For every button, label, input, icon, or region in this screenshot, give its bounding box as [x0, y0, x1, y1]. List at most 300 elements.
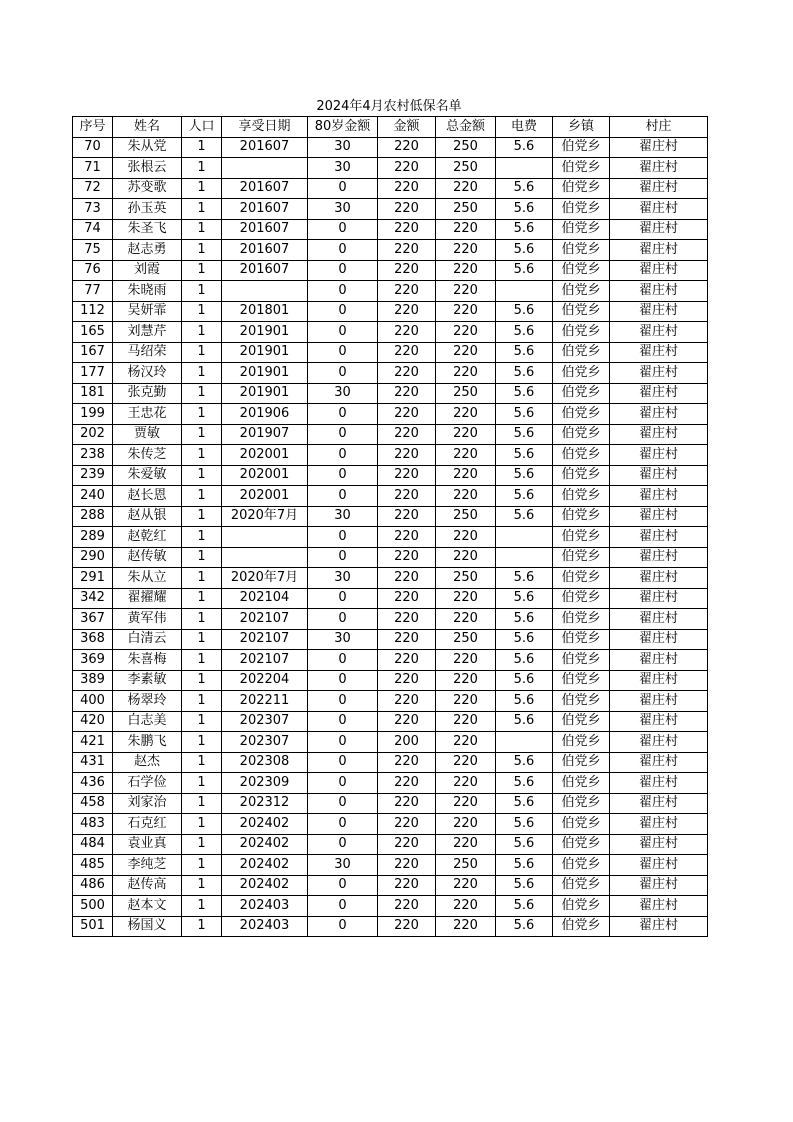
- cell-seq-number: 342: [73, 588, 113, 609]
- cell-population: 1: [182, 814, 222, 835]
- table-row: [73, 732, 708, 753]
- cell-total-amount: 220: [436, 609, 496, 630]
- cell-seq-number: 76: [73, 260, 113, 281]
- cell-population: 1: [182, 527, 222, 548]
- cell-electricity-fee: 5.6: [496, 342, 553, 363]
- cell-population: 1: [182, 691, 222, 712]
- cell-start-date: 202402: [222, 855, 308, 876]
- cell-total-amount: 220: [436, 773, 496, 794]
- cell-electricity-fee: 5.6: [496, 404, 553, 425]
- cell-village: 翟庄村: [610, 568, 708, 589]
- cell-age80-amount: 0: [308, 527, 378, 548]
- cell-electricity-fee: 5.6: [496, 178, 553, 199]
- cell-electricity-fee: 5.6: [496, 875, 553, 896]
- cell-village: 翟庄村: [610, 219, 708, 240]
- cell-name: 李纯芝: [113, 855, 182, 876]
- cell-township: 伯党乡: [553, 199, 610, 220]
- cell-total-amount: 220: [436, 691, 496, 712]
- table-row: [73, 322, 708, 343]
- cell-name: 石学俭: [113, 773, 182, 794]
- cell-population: 1: [182, 281, 222, 302]
- cell-population: 1: [182, 670, 222, 691]
- cell-start-date: 201607: [222, 178, 308, 199]
- cell-village: 翟庄村: [610, 916, 708, 937]
- table-row: [73, 691, 708, 712]
- cell-electricity-fee: 5.6: [496, 199, 553, 220]
- cell-start-date: 202001: [222, 486, 308, 507]
- cell-township: 伯党乡: [553, 322, 610, 343]
- cell-amount: 220: [378, 445, 436, 466]
- table-row: [73, 670, 708, 691]
- cell-total-amount: 220: [436, 793, 496, 814]
- cell-age80-amount: 0: [308, 609, 378, 630]
- cell-township: 伯党乡: [553, 793, 610, 814]
- cell-age80-amount: 30: [308, 383, 378, 404]
- table-row: [73, 916, 708, 937]
- cell-age80-amount: 30: [308, 137, 378, 158]
- header-start-date: 享受日期: [222, 117, 308, 138]
- cell-amount: 220: [378, 260, 436, 281]
- cell-start-date: 202309: [222, 773, 308, 794]
- cell-electricity-fee: 5.6: [496, 383, 553, 404]
- document-title: 2024年4月农村低保名单: [316, 99, 462, 114]
- cell-village: 翟庄村: [610, 629, 708, 650]
- cell-population: 1: [182, 383, 222, 404]
- cell-population: 1: [182, 424, 222, 445]
- header-row: [73, 117, 708, 138]
- cell-electricity-fee: 5.6: [496, 855, 553, 876]
- cell-total-amount: 220: [436, 424, 496, 445]
- cell-population: 1: [182, 793, 222, 814]
- cell-township: 伯党乡: [553, 342, 610, 363]
- cell-seq-number: 177: [73, 363, 113, 384]
- cell-age80-amount: 0: [308, 834, 378, 855]
- cell-age80-amount: 30: [308, 199, 378, 220]
- cell-population: 1: [182, 445, 222, 466]
- table-row: [73, 137, 708, 158]
- cell-township: 伯党乡: [553, 219, 610, 240]
- cell-seq-number: 421: [73, 732, 113, 753]
- cell-population: 1: [182, 896, 222, 917]
- cell-electricity-fee: 5.6: [496, 814, 553, 835]
- cell-township: 伯党乡: [553, 363, 610, 384]
- cell-name: 赵传高: [113, 875, 182, 896]
- cell-amount: 220: [378, 629, 436, 650]
- cell-population: 1: [182, 547, 222, 568]
- cell-age80-amount: 0: [308, 711, 378, 732]
- cell-amount: 220: [378, 916, 436, 937]
- table-row: [73, 445, 708, 466]
- table-row: [73, 363, 708, 384]
- cell-total-amount: 250: [436, 568, 496, 589]
- cell-total-amount: 220: [436, 588, 496, 609]
- cell-total-amount: 220: [436, 814, 496, 835]
- cell-age80-amount: 30: [308, 158, 378, 179]
- cell-amount: 220: [378, 486, 436, 507]
- cell-amount: 220: [378, 588, 436, 609]
- cell-township: 伯党乡: [553, 650, 610, 671]
- cell-amount: 200: [378, 732, 436, 753]
- cell-population: 1: [182, 322, 222, 343]
- cell-population: 1: [182, 609, 222, 630]
- cell-electricity-fee: 5.6: [496, 424, 553, 445]
- cell-seq-number: 501: [73, 916, 113, 937]
- cell-name: 张克勤: [113, 383, 182, 404]
- table-row: [73, 650, 708, 671]
- cell-amount: 220: [378, 793, 436, 814]
- cell-village: 翟庄村: [610, 465, 708, 486]
- cell-village: 翟庄村: [610, 383, 708, 404]
- cell-electricity-fee: 5.6: [496, 588, 553, 609]
- cell-total-amount: 250: [436, 383, 496, 404]
- cell-electricity-fee: 5.6: [496, 629, 553, 650]
- cell-start-date: 202107: [222, 609, 308, 630]
- cell-village: 翟庄村: [610, 506, 708, 527]
- cell-township: 伯党乡: [553, 137, 610, 158]
- cell-amount: 220: [378, 609, 436, 630]
- cell-total-amount: 220: [436, 322, 496, 343]
- cell-amount: 220: [378, 158, 436, 179]
- cell-name: 赵从银: [113, 506, 182, 527]
- cell-electricity-fee: 5.6: [496, 752, 553, 773]
- cell-township: 伯党乡: [553, 711, 610, 732]
- table-row: [73, 424, 708, 445]
- table-row: [73, 158, 708, 179]
- cell-total-amount: 220: [436, 219, 496, 240]
- cell-start-date: 202403: [222, 916, 308, 937]
- cell-total-amount: 220: [436, 281, 496, 302]
- cell-electricity-fee: [496, 281, 553, 302]
- cell-total-amount: 220: [436, 260, 496, 281]
- cell-name: 朱传芝: [113, 445, 182, 466]
- cell-seq-number: 240: [73, 486, 113, 507]
- cell-amount: 220: [378, 219, 436, 240]
- cell-township: 伯党乡: [553, 527, 610, 548]
- cell-population: 1: [182, 178, 222, 199]
- cell-amount: 220: [378, 178, 436, 199]
- cell-seq-number: 389: [73, 670, 113, 691]
- cell-seq-number: 75: [73, 240, 113, 261]
- cell-township: 伯党乡: [553, 404, 610, 425]
- cell-electricity-fee: 5.6: [496, 137, 553, 158]
- table-row: [73, 547, 708, 568]
- cell-township: 伯党乡: [553, 568, 610, 589]
- cell-village: 翟庄村: [610, 527, 708, 548]
- cell-electricity-fee: 5.6: [496, 711, 553, 732]
- cell-population: 1: [182, 465, 222, 486]
- cell-seq-number: 367: [73, 609, 113, 630]
- cell-total-amount: 220: [436, 342, 496, 363]
- cell-start-date: 202001: [222, 465, 308, 486]
- cell-age80-amount: 0: [308, 445, 378, 466]
- cell-village: 翟庄村: [610, 486, 708, 507]
- cell-total-amount: 220: [436, 301, 496, 322]
- cell-name: 马绍荣: [113, 342, 182, 363]
- cell-start-date: 2020年7月: [222, 568, 308, 589]
- table-row: [73, 465, 708, 486]
- cell-township: 伯党乡: [553, 486, 610, 507]
- cell-seq-number: 70: [73, 137, 113, 158]
- table-row: [73, 178, 708, 199]
- cell-township: 伯党乡: [553, 896, 610, 917]
- cell-township: 伯党乡: [553, 732, 610, 753]
- cell-start-date: 202211: [222, 691, 308, 712]
- cell-age80-amount: 0: [308, 670, 378, 691]
- table-row: [73, 199, 708, 220]
- cell-amount: 220: [378, 342, 436, 363]
- cell-village: 翟庄村: [610, 260, 708, 281]
- table-row: [73, 773, 708, 794]
- cell-seq-number: 500: [73, 896, 113, 917]
- cell-seq-number: 484: [73, 834, 113, 855]
- cell-electricity-fee: 5.6: [496, 260, 553, 281]
- cell-village: 翟庄村: [610, 342, 708, 363]
- cell-village: 翟庄村: [610, 301, 708, 322]
- header-total-amount: 总金额: [436, 117, 496, 138]
- cell-electricity-fee: [496, 732, 553, 753]
- cell-name: 赵志勇: [113, 240, 182, 261]
- table-row: [73, 486, 708, 507]
- cell-township: 伯党乡: [553, 609, 610, 630]
- cell-start-date: 202104: [222, 588, 308, 609]
- cell-village: 翟庄村: [610, 240, 708, 261]
- cell-electricity-fee: [496, 547, 553, 568]
- cell-village: 翟庄村: [610, 650, 708, 671]
- cell-seq-number: 458: [73, 793, 113, 814]
- cell-seq-number: 369: [73, 650, 113, 671]
- cell-age80-amount: 0: [308, 691, 378, 712]
- table-row: [73, 404, 708, 425]
- cell-township: 伯党乡: [553, 588, 610, 609]
- cell-township: 伯党乡: [553, 301, 610, 322]
- cell-seq-number: 431: [73, 752, 113, 773]
- table-row: [73, 588, 708, 609]
- cell-age80-amount: 0: [308, 260, 378, 281]
- cell-village: 翟庄村: [610, 363, 708, 384]
- cell-start-date: 202001: [222, 445, 308, 466]
- cell-village: 翟庄村: [610, 814, 708, 835]
- cell-population: 1: [182, 199, 222, 220]
- cell-age80-amount: 0: [308, 240, 378, 261]
- cell-total-amount: 220: [436, 834, 496, 855]
- cell-electricity-fee: 5.6: [496, 609, 553, 630]
- cell-total-amount: 220: [436, 363, 496, 384]
- table-row: [73, 219, 708, 240]
- cell-amount: 220: [378, 281, 436, 302]
- cell-electricity-fee: 5.6: [496, 834, 553, 855]
- cell-township: 伯党乡: [553, 814, 610, 835]
- table-row: [73, 506, 708, 527]
- header-amount: 金额: [378, 117, 436, 138]
- table-row: [73, 834, 708, 855]
- cell-total-amount: 220: [436, 465, 496, 486]
- cell-township: 伯党乡: [553, 178, 610, 199]
- cell-population: 1: [182, 711, 222, 732]
- cell-name: 石克红: [113, 814, 182, 835]
- cell-age80-amount: 30: [308, 855, 378, 876]
- cell-start-date: 2020年7月: [222, 506, 308, 527]
- cell-age80-amount: 30: [308, 568, 378, 589]
- cell-start-date: [222, 158, 308, 179]
- cell-name: 朱从立: [113, 568, 182, 589]
- cell-total-amount: 250: [436, 506, 496, 527]
- cell-seq-number: 420: [73, 711, 113, 732]
- cell-amount: 220: [378, 855, 436, 876]
- cell-township: 伯党乡: [553, 670, 610, 691]
- cell-township: 伯党乡: [553, 752, 610, 773]
- cell-amount: 220: [378, 137, 436, 158]
- cell-amount: 220: [378, 834, 436, 855]
- cell-village: 翟庄村: [610, 834, 708, 855]
- cell-electricity-fee: 5.6: [496, 916, 553, 937]
- cell-village: 翟庄村: [610, 752, 708, 773]
- cell-age80-amount: 0: [308, 588, 378, 609]
- cell-total-amount: 220: [436, 752, 496, 773]
- cell-amount: 220: [378, 752, 436, 773]
- cell-seq-number: 77: [73, 281, 113, 302]
- cell-amount: 220: [378, 465, 436, 486]
- cell-electricity-fee: 5.6: [496, 219, 553, 240]
- table-row: [73, 260, 708, 281]
- cell-seq-number: 368: [73, 629, 113, 650]
- cell-age80-amount: 0: [308, 178, 378, 199]
- cell-village: 翟庄村: [610, 158, 708, 179]
- cell-township: 伯党乡: [553, 506, 610, 527]
- table-row: [73, 793, 708, 814]
- cell-village: 翟庄村: [610, 322, 708, 343]
- cell-total-amount: 220: [436, 732, 496, 753]
- cell-start-date: 201907: [222, 424, 308, 445]
- cell-name: 白志美: [113, 711, 182, 732]
- cell-name: 李素敏: [113, 670, 182, 691]
- cell-start-date: 201906: [222, 404, 308, 425]
- cell-seq-number: 485: [73, 855, 113, 876]
- cell-total-amount: 250: [436, 629, 496, 650]
- table-row: [73, 342, 708, 363]
- cell-age80-amount: 0: [308, 404, 378, 425]
- table-row: [73, 383, 708, 404]
- cell-township: 伯党乡: [553, 158, 610, 179]
- cell-seq-number: 436: [73, 773, 113, 794]
- cell-amount: 220: [378, 363, 436, 384]
- cell-seq-number: 74: [73, 219, 113, 240]
- cell-population: 1: [182, 773, 222, 794]
- cell-name: 赵长恩: [113, 486, 182, 507]
- cell-electricity-fee: 5.6: [496, 322, 553, 343]
- cell-name: 翟擢耀: [113, 588, 182, 609]
- cell-age80-amount: 0: [308, 281, 378, 302]
- cell-seq-number: 202: [73, 424, 113, 445]
- cell-seq-number: 112: [73, 301, 113, 322]
- table-row: [73, 240, 708, 261]
- cell-seq-number: 400: [73, 691, 113, 712]
- cell-village: 翟庄村: [610, 875, 708, 896]
- header-name: 姓名: [113, 117, 182, 138]
- cell-name: 朱晓雨: [113, 281, 182, 302]
- cell-start-date: 201607: [222, 137, 308, 158]
- cell-age80-amount: 0: [308, 752, 378, 773]
- cell-start-date: 202312: [222, 793, 308, 814]
- header-township: 乡镇: [553, 117, 610, 138]
- cell-population: 1: [182, 219, 222, 240]
- table-row: [73, 875, 708, 896]
- cell-township: 伯党乡: [553, 445, 610, 466]
- cell-name: 苏变歌: [113, 178, 182, 199]
- cell-amount: 220: [378, 199, 436, 220]
- header-electricity-fee: 电费: [496, 117, 553, 138]
- cell-age80-amount: 0: [308, 424, 378, 445]
- cell-start-date: 202107: [222, 650, 308, 671]
- cell-amount: 220: [378, 814, 436, 835]
- cell-electricity-fee: 5.6: [496, 363, 553, 384]
- cell-amount: 220: [378, 301, 436, 322]
- cell-village: 翟庄村: [610, 896, 708, 917]
- cell-amount: 220: [378, 711, 436, 732]
- table-row: [73, 896, 708, 917]
- cell-seq-number: 290: [73, 547, 113, 568]
- cell-start-date: 202307: [222, 711, 308, 732]
- cell-seq-number: 73: [73, 199, 113, 220]
- cell-village: 翟庄村: [610, 137, 708, 158]
- cell-total-amount: 220: [436, 240, 496, 261]
- cell-total-amount: 220: [436, 711, 496, 732]
- cell-start-date: 201801: [222, 301, 308, 322]
- cell-electricity-fee: 5.6: [496, 568, 553, 589]
- cell-village: 翟庄村: [610, 547, 708, 568]
- cell-age80-amount: 0: [308, 486, 378, 507]
- cell-total-amount: 250: [436, 855, 496, 876]
- cell-village: 翟庄村: [610, 281, 708, 302]
- cell-seq-number: 72: [73, 178, 113, 199]
- cell-seq-number: 167: [73, 342, 113, 363]
- cell-population: 1: [182, 240, 222, 261]
- cell-electricity-fee: 5.6: [496, 691, 553, 712]
- cell-total-amount: 220: [436, 916, 496, 937]
- header-village: 村庄: [610, 117, 708, 138]
- cell-start-date: 201901: [222, 342, 308, 363]
- cell-township: 伯党乡: [553, 465, 610, 486]
- cell-start-date: 202107: [222, 629, 308, 650]
- cell-village: 翟庄村: [610, 773, 708, 794]
- cell-start-date: 201607: [222, 260, 308, 281]
- cell-name: 白清云: [113, 629, 182, 650]
- cell-total-amount: 220: [436, 404, 496, 425]
- table-row: [73, 814, 708, 835]
- header-population: 人口: [182, 117, 222, 138]
- header-age80-amount: 80岁金额: [308, 117, 378, 138]
- cell-seq-number: 289: [73, 527, 113, 548]
- cell-name: 朱鹏飞: [113, 732, 182, 753]
- cell-electricity-fee: 5.6: [496, 445, 553, 466]
- cell-village: 翟庄村: [610, 609, 708, 630]
- cell-village: 翟庄村: [610, 793, 708, 814]
- cell-amount: 220: [378, 506, 436, 527]
- cell-age80-amount: 0: [308, 219, 378, 240]
- cell-age80-amount: 0: [308, 342, 378, 363]
- cell-name: 赵乾红: [113, 527, 182, 548]
- cell-village: 翟庄村: [610, 711, 708, 732]
- cell-village: 翟庄村: [610, 670, 708, 691]
- cell-name: 朱圣飞: [113, 219, 182, 240]
- cell-name: 袁业真: [113, 834, 182, 855]
- cell-electricity-fee: 5.6: [496, 793, 553, 814]
- cell-township: 伯党乡: [553, 547, 610, 568]
- cell-population: 1: [182, 834, 222, 855]
- cell-seq-number: 291: [73, 568, 113, 589]
- cell-name: 刘霞: [113, 260, 182, 281]
- cell-name: 王忠花: [113, 404, 182, 425]
- cell-township: 伯党乡: [553, 855, 610, 876]
